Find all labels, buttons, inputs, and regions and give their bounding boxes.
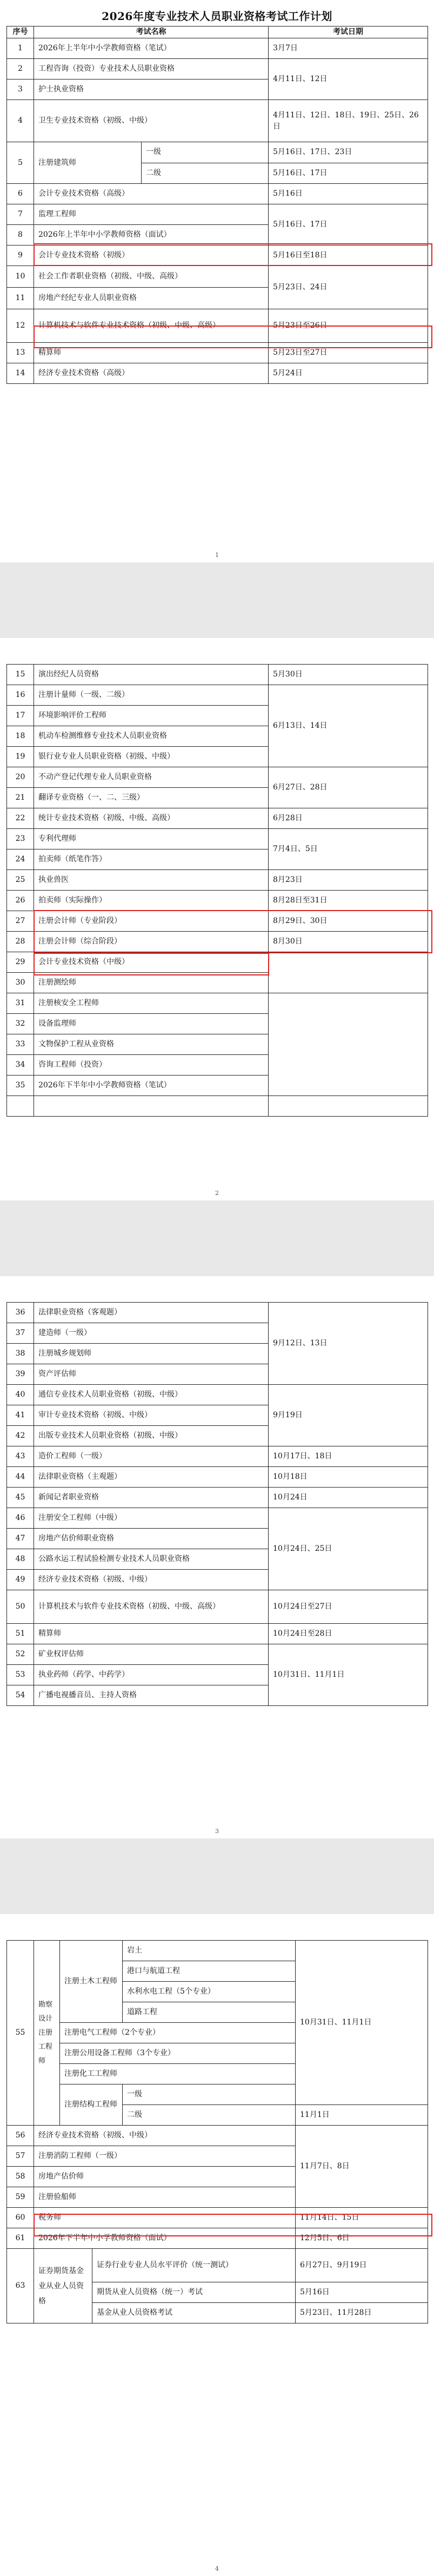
table-row: 34 咨询工程师（投资） xyxy=(7,1055,428,1075)
table-header-row xyxy=(7,26,428,38)
table-row: 43 造价工程师（一级） 10月17日、18日 xyxy=(7,1446,428,1467)
table-row: 9 会计专业技术资格（初级） 5月16日至18日 xyxy=(7,245,428,266)
page-number: 1 xyxy=(215,552,219,559)
table-row: 2 工程咨询（投资）专业技术人员职业资格 4月11日、12日 xyxy=(7,59,428,79)
table-row xyxy=(7,1096,428,1117)
table-row: 13 精算师 5月23日至27日 xyxy=(7,343,428,363)
survey-design-group-label: 勘察设计注册工程师 xyxy=(34,1941,60,2126)
table-row: 32 设备监理师 xyxy=(7,1014,428,1034)
table-row: 道路工程 xyxy=(7,2002,428,2023)
table-row: 36 法律职业资格（客观题） 9月12日、13日 xyxy=(7,1303,428,1323)
table-row: 40 通信专业技术人员职业资格（初级、中级） 9月19日 xyxy=(7,1385,428,1405)
table-row: 二级 11月1日 xyxy=(7,2105,428,2126)
table-row: 42 出版专业技术人员职业资格（初级、中级） xyxy=(7,1426,428,1446)
schedule-table-page-3 xyxy=(6,1302,428,1706)
table-row: 44 法律职业资格（主观题） 10月18日 xyxy=(7,1467,428,1488)
table-row: 16 注册计量师（一级、二级） 6月13日、14日 xyxy=(7,685,428,706)
table-row: 46 注册安全工程师（中级） 10月24日、25日 xyxy=(7,1508,428,1529)
table-row: 26 拍卖师（实际操作） 8月28日至31日 xyxy=(7,891,428,911)
table-row: 23 专利代理师 7月4日、5日 xyxy=(7,829,428,849)
table-row: 45 新闻记者职业资格 10月24日 xyxy=(7,1488,428,1508)
table-row: 10 社会工作者职业资格（初级、中级、高级） 5月23日、24日 xyxy=(7,266,428,288)
table-row: 22 统计专业技术资格（初级、中级、高级） 6月28日 xyxy=(7,808,428,829)
page-number: 2 xyxy=(215,1190,219,1197)
table-row: 注册电气工程师（2个专业） xyxy=(7,2023,428,2043)
table-row: 12 计算机技术与软件专业技术资格（初级、中级、高级） 5月23日至26日 xyxy=(7,309,428,343)
table-row: 30 注册测绘师 xyxy=(7,973,428,993)
table-row: 49 经济专业技术资格（初级、中级） xyxy=(7,1570,428,1590)
table-row: 15 演出经纪人员资格 5月30日 xyxy=(7,665,428,685)
table-row: 37 建造师（一级） xyxy=(7,1323,428,1344)
table-row: 57 注册消防工程师（一级） xyxy=(7,2146,428,2167)
table-row: 25 执业兽医 8月23日 xyxy=(7,870,428,891)
table-row: 51 精算师 10月24日至28日 xyxy=(7,1624,428,1644)
table-row: 注册化工工程师 xyxy=(7,2064,428,2084)
architect-label: 注册建筑师 xyxy=(34,142,142,183)
table-row: 17 环境影响评价工程师 xyxy=(7,706,428,726)
table-row: 60 税务师 11月14日、15日 xyxy=(7,2208,428,2228)
highlight-row-60 xyxy=(34,2214,432,2236)
structural-engineer-label: 注册结构工程师 xyxy=(60,2084,123,2126)
table-row: 41 审计专业技术资格（初级、中级） xyxy=(7,1405,428,1426)
architect-level-2: 二级 xyxy=(146,168,161,177)
table-row: 48 公路水运工程试验检测专业技术人员职业资格 xyxy=(7,1549,428,1570)
table-row: 33 文物保护工程从业资格 xyxy=(7,1034,428,1055)
schedule-table-page-4 xyxy=(6,1940,428,2323)
table-row: 11 房地产经纪专业人员职业资格 xyxy=(7,288,428,309)
table-row: 期货从业人员资格（统一）考试 5月16日 xyxy=(7,2282,428,2303)
header-date: 考试日期 xyxy=(269,26,428,38)
table-row: 52 矿业权评估师 10月31日、11月1日 xyxy=(7,1644,428,1665)
table-row: 28 注册会计师（综合阶段） 8月30日 xyxy=(7,932,428,952)
table-row: 5月16日、17日 xyxy=(7,163,428,184)
table-row: 50 计算机技术与软件专业技术资格（初级、中级、高级） 10月24日至27日 xyxy=(7,1590,428,1624)
table-row: 1 2026年上半年中小学教师资格（笔试） 3月7日 xyxy=(7,38,428,59)
page-1 xyxy=(0,0,434,562)
table-row: 水利水电工程（5个专业） xyxy=(7,1982,428,2002)
table-row: 58 房地产估价师 xyxy=(7,2167,428,2187)
table-row: 5 注册建筑师 一级 二级 5月16日、17日、23日 xyxy=(7,142,428,163)
highlight-row-9 xyxy=(34,326,432,348)
highlight-row-29 xyxy=(34,953,269,975)
table-row: 63 证券期货基金业从业人员资格 证券行业专业人员水平评价（统一测试） 6月27日、9月19日 xyxy=(7,2249,428,2282)
table-row: 20 不动产登记代理专业人员职业资格 6月27日、28日 xyxy=(7,767,428,788)
schedule-table-page-2 xyxy=(6,664,428,1117)
page-number: 4 xyxy=(215,2565,219,2572)
architect-level-1: 一级 xyxy=(142,142,268,163)
table-row: 注册结构工程师 一级 xyxy=(7,2084,428,2105)
page-4 xyxy=(0,1914,434,2576)
highlight-row-6 xyxy=(34,243,432,266)
securities-group-label: 证券期货基金业从业人员资格 xyxy=(34,2249,92,2323)
table-row: 21 翻译专业资格（一、二、三级） xyxy=(7,788,428,808)
table-row: 14 经济专业技术资格（高级） 5月24日 xyxy=(7,363,428,384)
table-row: 55 勘察设计注册工程师 注册土木工程师 岩土 10月31日、11月1日 xyxy=(7,1941,428,1961)
table-row: 39 资产评估师 xyxy=(7,1364,428,1385)
table-row: 7 监理工程师 5月16日、17日 xyxy=(7,204,428,225)
table-row: 3 护士执业资格 xyxy=(7,79,428,100)
page-number: 3 xyxy=(215,1828,219,1835)
civil-engineer-label: 注册土木工程师 xyxy=(60,1941,123,2023)
table-row: 18 机动车检测维修专业技术人员职业资格 xyxy=(7,726,428,747)
table-row: 54 广播电视播音员、主持人资格 xyxy=(7,1685,428,1706)
table-row: 24 拍卖师（纸笔作答） xyxy=(7,849,428,870)
highlight-rows-27-28 xyxy=(34,910,432,953)
table-row: 注册公用设备工程师（3个专业） xyxy=(7,2043,428,2064)
table-row: 8 2026年上半年中小学教师资格（面试） xyxy=(7,225,428,245)
table-row: 港口与航道工程 xyxy=(7,1961,428,1982)
header-name: 考试名称 xyxy=(34,26,269,38)
table-row: 31 注册核安全工程师 xyxy=(7,993,428,1014)
table-row: 27 注册会计师（专业阶段） 8月29日、30日 xyxy=(7,911,428,932)
header-no: 序号 xyxy=(7,26,34,38)
table-row: 基金从业人员资格考试 5月23日、11月28日 xyxy=(7,2303,428,2323)
table-row: 4 卫生专业技术资格（初级、中级） 4月11日、12日、18日、19日、25日、26日 xyxy=(7,100,428,142)
table-row: 29 会计专业技术资格（中级） xyxy=(7,952,428,973)
document-title: 2026年度专业技术人员职业资格考试工作计划 xyxy=(102,10,332,23)
table-row: 47 房地产估价师职业资格 xyxy=(7,1529,428,1549)
table-row: 53 执业药师（药学、中药学） xyxy=(7,1665,428,1685)
page-3 xyxy=(0,1276,434,1838)
table-row: 59 注册验船师 xyxy=(7,2187,428,2208)
table-row: 19 银行业专业人员职业资格（初级、中级） xyxy=(7,747,428,767)
table-row: 35 2026年下半年中小学教师资格（笔试） xyxy=(7,1075,428,1096)
table-row: 6 会计专业技术资格（高级） 5月16日 xyxy=(7,184,428,204)
table-row: 38 注册城乡规划师 xyxy=(7,1344,428,1364)
table-row: 61 2026年下半年中小学教师资格（面试） 12月5日、6日 xyxy=(7,2228,428,2249)
table-row: 56 经济专业技术资格（初级、中级） 11月7日、8日 xyxy=(7,2126,428,2146)
